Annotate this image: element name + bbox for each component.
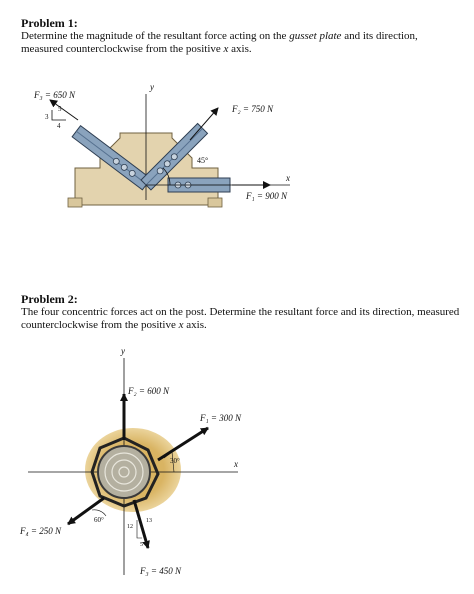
force-label-f2: F₂ = 600 N xyxy=(128,386,169,396)
statement-italic: x xyxy=(178,319,184,331)
statement-text: and its direction, measured counterclockwise from the positive xyxy=(21,30,418,55)
statement-italic: gusset plate xyxy=(289,30,342,42)
statement-italic: x xyxy=(223,43,229,55)
problem-2-title: Problem 2: xyxy=(21,292,78,306)
force-label-f1: F₁ = 900 N xyxy=(246,191,287,201)
force-label-f3: F₃ = 450 N xyxy=(140,566,181,576)
slope-label-run: 4 xyxy=(57,122,61,130)
plate-foot-left xyxy=(68,198,82,207)
force-arrow-f3 xyxy=(50,100,78,120)
statement-text: axis. xyxy=(183,319,207,331)
angle-label-60: 60° xyxy=(94,516,104,524)
x-axis-label: x xyxy=(234,459,238,469)
force-label-f3: F₃ = 650 N xyxy=(34,90,75,100)
slope-label-5: 5 xyxy=(140,542,143,548)
angle-label-45: 45° xyxy=(197,156,209,165)
force-label-f2: F₂ = 750 N xyxy=(232,104,273,114)
gusset-plate-figure xyxy=(33,82,290,207)
force-label-f1: F₁ = 300 N xyxy=(200,413,241,423)
y-axis-label: y xyxy=(121,346,125,356)
y-axis-label: y xyxy=(150,82,154,92)
slope-label-12: 12 xyxy=(127,524,133,530)
post xyxy=(98,446,150,498)
slope-label-13: 13 xyxy=(146,518,152,524)
x-axis-label: x xyxy=(286,173,290,183)
statement-text: axis. xyxy=(228,43,252,55)
plate-foot-right xyxy=(208,198,222,207)
problem-1-title: Problem 1: xyxy=(21,16,78,30)
force-label-f4: F₄ = 250 N xyxy=(20,526,61,536)
angle-label-30: 30° xyxy=(170,457,180,465)
post-figure xyxy=(19,346,242,576)
slope-label-hyp: 5 xyxy=(58,105,62,113)
statement-text: Determine the magnitude of the resultant force acting on the xyxy=(21,30,290,42)
slope-label-rise: 3 xyxy=(45,113,49,121)
statement-text: The four concentric forces act on the post. Determine the resultant force and its direction, measured counterclockwise from the positive xyxy=(21,306,460,331)
